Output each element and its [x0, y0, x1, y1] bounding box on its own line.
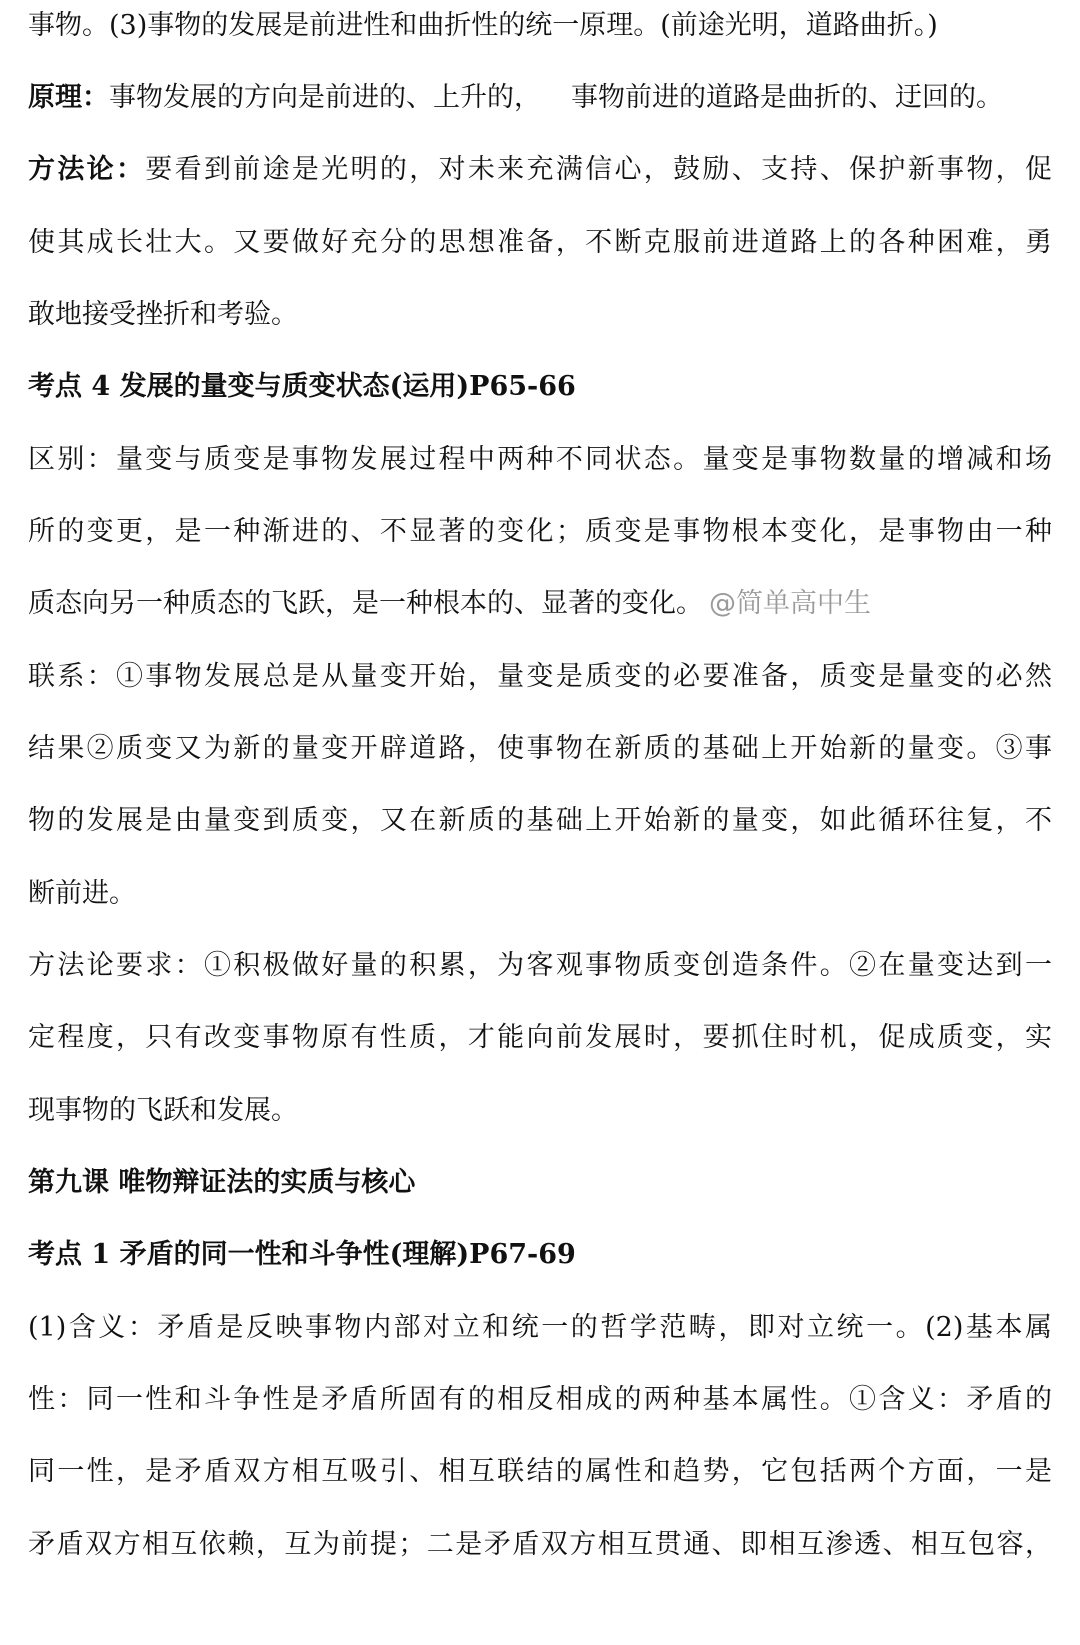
text-line	[28, 796, 1052, 846]
line-text: 性：同一性和斗争性是矛盾所固有的相反相成的两种基本属性。①含义：矛盾的	[28, 1384, 1052, 1415]
line-text: (1)含义：矛盾是反映事物内部对立和统一的哲学范畴，即对立统一。(2)基本属	[28, 1312, 1052, 1343]
line-text: 使其成长壮大。又要做好充分的思想准备，不断克服前进道路上的各种困难，勇	[28, 227, 1052, 258]
line-text: 同一性，是矛盾双方相互吸引、相互联结的属性和趋势，它包括两个方面，一是	[28, 1456, 1052, 1487]
principle-label: 原理：	[28, 82, 109, 113]
text-line	[28, 435, 1052, 485]
text-line	[28, 1520, 1052, 1570]
principle-line	[28, 73, 1052, 123]
heading-text: 考点 4 发展的量变与质变状态(运用)P65-66	[28, 371, 576, 402]
line-text: 质态向另一种质态的飞跃，是一种根本的、显著的变化。	[28, 588, 703, 619]
line-text: 联系：①事物发展总是从量变开始，量变是质变的必要准备，质变是量变的必然	[28, 661, 1052, 692]
line-text: 断前进。	[28, 878, 136, 909]
line-text: 矛盾双方相互依赖，互为前提；二是矛盾双方相互贯通、即相互渗透、相互包容，	[28, 1529, 1052, 1560]
text-line	[28, 218, 1052, 268]
line-text: 物的发展是由量变到质变，又在新质的基础上开始新的量变，如此循环往复，不	[28, 805, 1052, 836]
line-text: 区别：量变与质变是事物发展过程中两种不同状态。量变是事物数量的增减和场	[28, 444, 1052, 475]
principle-text-a: 事物发展的方向是前进的、上升的，	[109, 82, 541, 113]
text-line	[28, 579, 1052, 629]
text-line	[28, 1303, 1052, 1353]
line-text: 敢地接受挫折和考验。	[28, 299, 298, 330]
text-line	[28, 652, 1052, 702]
methodology-line	[28, 145, 1052, 195]
watermark: @简单高中生	[709, 588, 871, 619]
line-text: 结果②质变又为新的量变开辟道路，使事物在新质的基础上开始新的量变。③事	[28, 733, 1052, 764]
heading-text: 考点 1 矛盾的同一性和斗争性(理解)P67-69	[28, 1239, 576, 1270]
text-line	[28, 1, 1052, 51]
text-line	[28, 1375, 1052, 1425]
line-text: 要看到前途是光明的，对未来充满信心，鼓励、支持、保护新事物，促	[145, 154, 1053, 185]
text-line	[28, 869, 1052, 919]
text-line	[28, 507, 1052, 557]
section-heading-kaodian-4	[28, 362, 1052, 412]
chapter-heading-lesson-9	[28, 1158, 1052, 1208]
line-text: 所的变更，是一种渐进的、不显著的变化；质变是事物根本变化，是事物由一种	[28, 516, 1052, 547]
heading-text: 第九课 唯物辩证法的实质与核心	[28, 1167, 416, 1198]
line-text: 定程度，只有改变事物原有性质，才能向前发展时，要抓住时机，促成质变，实	[28, 1022, 1052, 1053]
text-line	[28, 1447, 1052, 1497]
line-text: 方法论要求：①积极做好量的积累，为客观事物质变创造条件。②在量变达到一	[28, 950, 1052, 981]
methodology-label: 方法论：	[28, 154, 146, 185]
text-line	[28, 290, 1052, 340]
text-line	[28, 1086, 1052, 1136]
text-line	[28, 1013, 1052, 1063]
text-line	[28, 724, 1052, 774]
principle-text-b: 事物前进的道路是曲折的、迂回的。	[571, 82, 1003, 113]
line-text: 现事物的飞跃和发展。	[28, 1095, 298, 1126]
line-text: 事物。(3)事物的发展是前进性和曲折性的统一原理。(前途光明，道路曲折。)	[28, 10, 938, 41]
section-heading-kaodian-1	[28, 1230, 1052, 1280]
text-line	[28, 941, 1052, 991]
